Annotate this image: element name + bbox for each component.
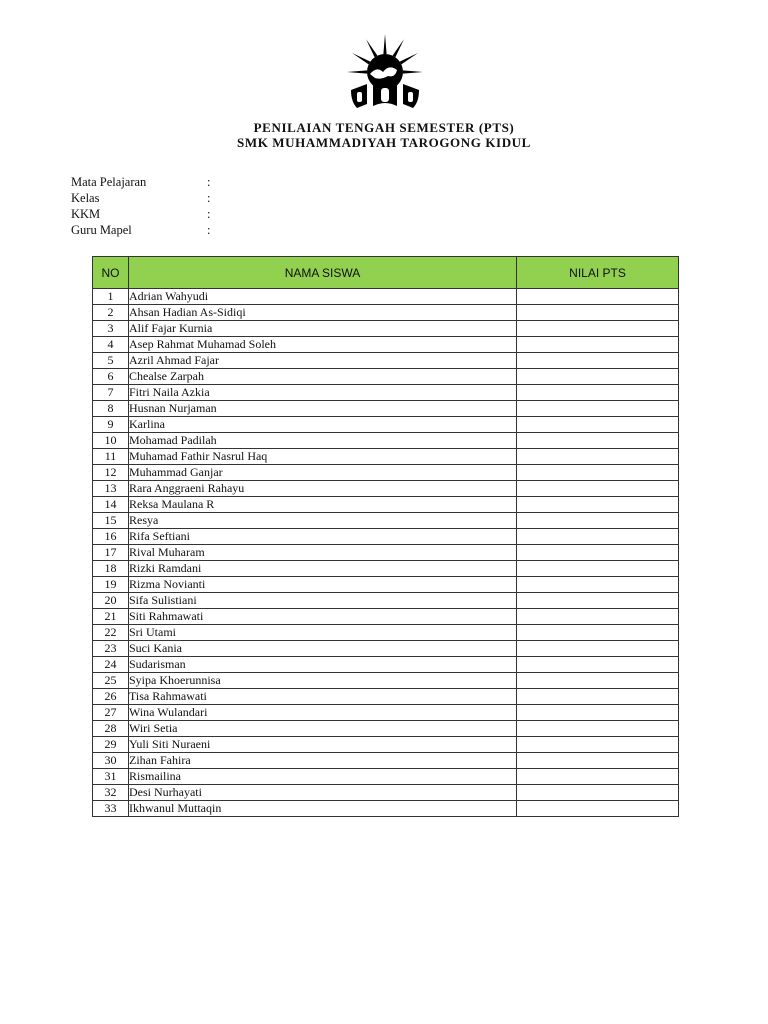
student-name: Rara Anggraeni Rahayu: [129, 481, 517, 497]
student-name: Sri Utami: [129, 625, 517, 641]
info-row-subject: [71, 174, 271, 190]
info-colon: :: [207, 191, 211, 205]
score-cell[interactable]: [517, 513, 679, 529]
table-row: [93, 497, 679, 513]
info-label: Guru Mapel: [71, 223, 132, 237]
score-cell[interactable]: [517, 561, 679, 577]
table-row: [93, 769, 679, 785]
student-name: Ahsan Hadian As-Sidiqi: [129, 305, 517, 321]
info-row-kkm: [71, 206, 271, 222]
score-cell[interactable]: [517, 673, 679, 689]
table-row: [93, 737, 679, 753]
row-number: 27: [93, 705, 129, 721]
student-name: Rifa Seftiani: [129, 529, 517, 545]
table-row: [93, 401, 679, 417]
score-cell[interactable]: [517, 753, 679, 769]
student-name: Ikhwanul Muttaqin: [129, 801, 517, 817]
row-number: 16: [93, 529, 129, 545]
table-row: [93, 753, 679, 769]
table-row: [93, 801, 679, 817]
table-row: [93, 289, 679, 305]
row-number: 21: [93, 609, 129, 625]
row-number: 2: [93, 305, 129, 321]
score-cell[interactable]: [517, 289, 679, 305]
page-title: PENILAIAN TENGAH SEMESTER (PTS): [253, 120, 515, 135]
table-row: [93, 609, 679, 625]
score-cell[interactable]: [517, 369, 679, 385]
student-name: Wina Wulandari: [129, 705, 517, 721]
table-row: [93, 385, 679, 401]
student-name: Desi Nurhayati: [129, 785, 517, 801]
student-name: Siti Rahmawati: [129, 609, 517, 625]
score-cell[interactable]: [517, 801, 679, 817]
row-number: 18: [93, 561, 129, 577]
table-row: [93, 593, 679, 609]
score-cell[interactable]: [517, 449, 679, 465]
table-row: [93, 369, 679, 385]
info-row-class: [71, 190, 271, 206]
logo-ray: [352, 53, 370, 64]
row-number: 6: [93, 369, 129, 385]
score-cell[interactable]: [517, 785, 679, 801]
score-cell[interactable]: [517, 305, 679, 321]
score-cell[interactable]: [517, 657, 679, 673]
row-number: 17: [93, 545, 129, 561]
column-header-name: NAMA SISWA: [129, 257, 517, 289]
row-number: 7: [93, 385, 129, 401]
score-cell[interactable]: [517, 593, 679, 609]
row-number: 29: [93, 737, 129, 753]
student-name: Wiri Setia: [129, 721, 517, 737]
table-row: [93, 577, 679, 593]
row-number: 26: [93, 689, 129, 705]
logo-ray: [403, 70, 423, 73]
column-header-score: NILAI PTS: [517, 257, 679, 289]
score-cell[interactable]: [517, 641, 679, 657]
table-row: [93, 689, 679, 705]
muhammadiyah-logo-icon: [333, 32, 437, 112]
score-cell[interactable]: [517, 321, 679, 337]
table-row: [93, 625, 679, 641]
score-cell[interactable]: [517, 769, 679, 785]
info-colon: :: [207, 207, 211, 221]
info-label: Kelas: [71, 191, 100, 205]
table-row: [93, 705, 679, 721]
table-row: [93, 545, 679, 561]
table-row: [93, 513, 679, 529]
score-cell[interactable]: [517, 529, 679, 545]
student-name: Husnan Nurjaman: [129, 401, 517, 417]
info-label: KKM: [71, 207, 101, 221]
student-name: Alif Fajar Kurnia: [129, 321, 517, 337]
table-row: [93, 721, 679, 737]
row-number: 5: [93, 353, 129, 369]
score-cell[interactable]: [517, 433, 679, 449]
table-row: [93, 673, 679, 689]
student-name: Sifa Sulistiani: [129, 593, 517, 609]
logo-ray: [366, 39, 377, 57]
table-row: [93, 529, 679, 545]
student-name: Reksa Maulana R: [129, 497, 517, 513]
score-cell[interactable]: [517, 577, 679, 593]
row-number: 19: [93, 577, 129, 593]
info-section: [71, 174, 271, 238]
row-number: 23: [93, 641, 129, 657]
table-row: [93, 561, 679, 577]
student-name: Yuli Siti Nuraeni: [129, 737, 517, 753]
table-row: [93, 449, 679, 465]
info-row-teacher: [71, 222, 271, 238]
row-number: 12: [93, 465, 129, 481]
school-name: SMK MUHAMMADIYAH TAROGONG KIDUL: [237, 135, 531, 150]
table-row: [93, 305, 679, 321]
score-cell[interactable]: [517, 401, 679, 417]
row-number: 8: [93, 401, 129, 417]
table-row: [93, 641, 679, 657]
row-number: 20: [93, 593, 129, 609]
student-name: Azril Ahmad Fajar: [129, 353, 517, 369]
row-number: 31: [93, 769, 129, 785]
row-number: 9: [93, 417, 129, 433]
student-name: Mohamad Padilah: [129, 433, 517, 449]
logo: [333, 32, 437, 112]
score-cell[interactable]: [517, 497, 679, 513]
row-number: 10: [93, 433, 129, 449]
student-name: Suci Kania: [129, 641, 517, 657]
info-colon: :: [207, 175, 211, 189]
row-number: 32: [93, 785, 129, 801]
table-row: [93, 321, 679, 337]
student-name: Rizma Novianti: [129, 577, 517, 593]
row-number: 1: [93, 289, 129, 305]
student-name: Karlina: [129, 417, 517, 433]
student-name: Resya: [129, 513, 517, 529]
logo-ray: [383, 34, 386, 54]
student-name: Sudarisman: [129, 657, 517, 673]
row-number: 30: [93, 753, 129, 769]
logo-ray: [393, 39, 404, 57]
score-cell[interactable]: [517, 609, 679, 625]
student-name: Adrian Wahyudi: [129, 289, 517, 305]
student-name: Muhammad Ganjar: [129, 465, 517, 481]
row-number: 28: [93, 721, 129, 737]
info-label: Mata Pelajaran: [71, 175, 147, 189]
table-row: [93, 481, 679, 497]
logo-ray: [347, 70, 367, 73]
row-number: 3: [93, 321, 129, 337]
student-name: Syipa Khoerunnisa: [129, 673, 517, 689]
row-number: 25: [93, 673, 129, 689]
row-number: 4: [93, 337, 129, 353]
score-cell[interactable]: [517, 721, 679, 737]
score-cell[interactable]: [517, 337, 679, 353]
grades-table: [92, 256, 679, 817]
score-cell[interactable]: [517, 481, 679, 497]
score-cell[interactable]: [517, 737, 679, 753]
table-row: [93, 785, 679, 801]
table-row: [93, 657, 679, 673]
row-number: 15: [93, 513, 129, 529]
student-name: Rival Muharam: [129, 545, 517, 561]
student-name: Tisa Rahmawati: [129, 689, 517, 705]
student-name: Rizki Ramdani: [129, 561, 517, 577]
table-row: [93, 433, 679, 449]
table-row: [93, 465, 679, 481]
row-number: 22: [93, 625, 129, 641]
score-cell[interactable]: [517, 705, 679, 721]
table-header-row: [93, 257, 679, 289]
table-row: [93, 417, 679, 433]
row-number: 33: [93, 801, 129, 817]
student-name: Asep Rahmat Muhamad Soleh: [129, 337, 517, 353]
student-name: Rismailina: [129, 769, 517, 785]
row-number: 11: [93, 449, 129, 465]
student-name: Chealse Zarpah: [129, 369, 517, 385]
info-colon: :: [207, 223, 211, 237]
row-number: 13: [93, 481, 129, 497]
score-cell[interactable]: [517, 545, 679, 561]
student-name: Fitri Naila Azkia: [129, 385, 517, 401]
table-body: [93, 289, 679, 817]
score-cell[interactable]: [517, 465, 679, 481]
student-name: Muhamad Fathir Nasrul Haq: [129, 449, 517, 465]
student-name: Zihan Fahira: [129, 753, 517, 769]
score-cell[interactable]: [517, 353, 679, 369]
table-row: [93, 353, 679, 369]
logo-ray: [400, 53, 418, 64]
score-cell[interactable]: [517, 689, 679, 705]
score-cell[interactable]: [517, 625, 679, 641]
score-cell[interactable]: [517, 417, 679, 433]
row-number: 14: [93, 497, 129, 513]
row-number: 24: [93, 657, 129, 673]
column-header-no: NO: [93, 257, 129, 289]
score-cell[interactable]: [517, 385, 679, 401]
table-row: [93, 337, 679, 353]
